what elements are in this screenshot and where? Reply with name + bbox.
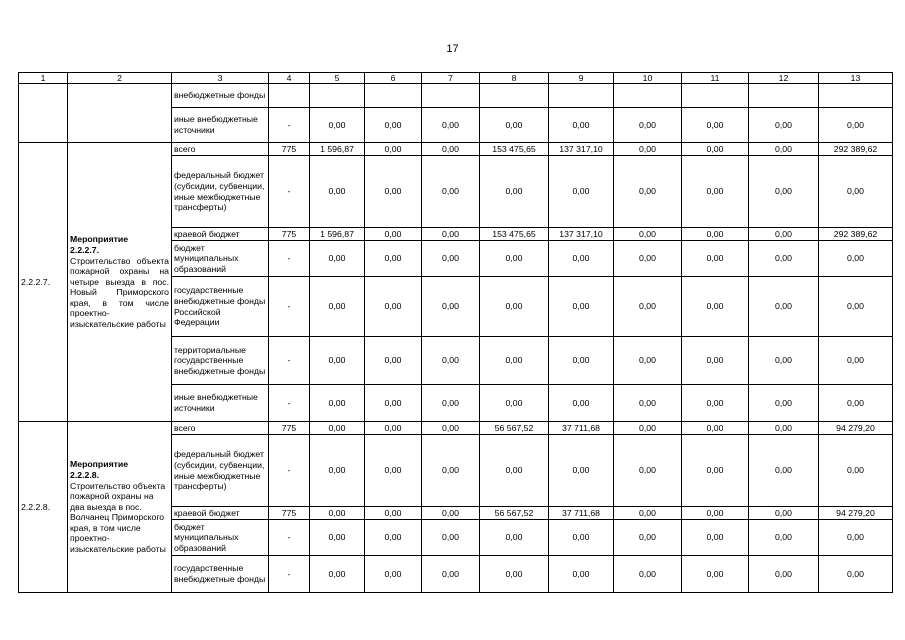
- value-cell: 0,00: [549, 435, 614, 507]
- value-cell: [269, 84, 310, 108]
- value-cell: [614, 84, 682, 108]
- column-header: 8: [480, 73, 549, 84]
- column-header: 11: [682, 73, 749, 84]
- value-cell: 0,00: [310, 108, 365, 143]
- value-cell: 775: [269, 507, 310, 520]
- value-cell: 0,00: [749, 156, 819, 228]
- measure-code: 2.2.2.8.: [70, 469, 99, 480]
- value-cell: 0,00: [310, 507, 365, 520]
- value-cell: 292 389,62: [819, 228, 893, 241]
- value-cell: 0,00: [819, 337, 893, 385]
- value-cell: -: [269, 435, 310, 507]
- value-cell: 0,00: [365, 435, 422, 507]
- value-cell: 0,00: [549, 337, 614, 385]
- column-header: 5: [310, 73, 365, 84]
- value-cell: 0,00: [310, 556, 365, 593]
- funding-source: федеральный бюджет (субсидии, субвенции, иные межбюджетные трансферты): [172, 156, 269, 228]
- column-header: 2: [68, 73, 172, 84]
- value-cell: 153 475,65: [480, 143, 549, 156]
- column-header: 10: [614, 73, 682, 84]
- column-header: 3: [172, 73, 269, 84]
- value-cell: 137 317,10: [549, 143, 614, 156]
- value-cell: 0,00: [549, 520, 614, 556]
- column-header: 13: [819, 73, 893, 84]
- value-cell: 0,00: [819, 277, 893, 337]
- value-cell: 0,00: [549, 241, 614, 277]
- value-cell: 0,00: [614, 228, 682, 241]
- value-cell: 0,00: [614, 385, 682, 422]
- value-cell: 153 475,65: [480, 228, 549, 241]
- value-cell: 775: [269, 228, 310, 241]
- measure-description-cell: [68, 143, 172, 422]
- value-cell: [749, 84, 819, 108]
- value-cell: 0,00: [682, 422, 749, 435]
- value-cell: 0,00: [682, 156, 749, 228]
- measure-number-cell: [19, 84, 68, 143]
- value-cell: 0,00: [819, 520, 893, 556]
- value-cell: 0,00: [614, 435, 682, 507]
- funding-source: бюджет муниципальных образований: [172, 241, 269, 277]
- measure-title: Мероприятие: [70, 234, 129, 245]
- measure-title: Мероприятие: [70, 459, 129, 470]
- value-cell: 0,00: [422, 241, 480, 277]
- value-cell: 0,00: [614, 156, 682, 228]
- value-cell: -: [269, 108, 310, 143]
- value-cell: 0,00: [549, 385, 614, 422]
- value-cell: 0,00: [819, 156, 893, 228]
- value-cell: 0,00: [310, 277, 365, 337]
- value-cell: 0,00: [422, 520, 480, 556]
- value-cell: 0,00: [365, 241, 422, 277]
- value-cell: 0,00: [480, 520, 549, 556]
- value-cell: 0,00: [310, 385, 365, 422]
- value-cell: 0,00: [682, 143, 749, 156]
- funding-source: всего: [172, 143, 269, 156]
- value-cell: 0,00: [549, 277, 614, 337]
- value-cell: 0,00: [365, 385, 422, 422]
- measure-number: 2.2.2.7.: [19, 143, 68, 422]
- column-header: 9: [549, 73, 614, 84]
- value-cell: 1 596,87: [310, 143, 365, 156]
- value-cell: 0,00: [819, 435, 893, 507]
- value-cell: 0,00: [749, 520, 819, 556]
- value-cell: 0,00: [310, 241, 365, 277]
- value-cell: 0,00: [749, 277, 819, 337]
- value-cell: 56 567,52: [480, 422, 549, 435]
- table-row: [19, 422, 893, 435]
- value-cell: 0,00: [422, 435, 480, 507]
- value-cell: [365, 84, 422, 108]
- funding-source: бюджет муниципальных образований: [172, 520, 269, 556]
- value-cell: 0,00: [480, 277, 549, 337]
- value-cell: 0,00: [682, 337, 749, 385]
- value-cell: 0,00: [749, 385, 819, 422]
- value-cell: 0,00: [819, 241, 893, 277]
- value-cell: [422, 84, 480, 108]
- value-cell: 0,00: [682, 277, 749, 337]
- value-cell: 0,00: [749, 337, 819, 385]
- value-cell: -: [269, 337, 310, 385]
- column-header: 6: [365, 73, 422, 84]
- value-cell: 0,00: [480, 337, 549, 385]
- value-cell: 0,00: [614, 520, 682, 556]
- value-cell: 0,00: [614, 277, 682, 337]
- measure-description-cell: [68, 422, 172, 593]
- value-cell: 0,00: [365, 277, 422, 337]
- value-cell: 0,00: [310, 422, 365, 435]
- funding-source: территориальные государственные внебюджетные фонды: [172, 337, 269, 385]
- value-cell: 0,00: [422, 277, 480, 337]
- value-cell: 292 389,62: [819, 143, 893, 156]
- value-cell: 0,00: [422, 337, 480, 385]
- measure-number: 2.2.2.8.: [19, 422, 68, 593]
- value-cell: 0,00: [682, 228, 749, 241]
- value-cell: 0,00: [365, 337, 422, 385]
- value-cell: 0,00: [422, 108, 480, 143]
- measure-description: Строительство объекта пожарной охраны на четыре выезда в пос. Новый Приморского края, в том числе проектно-изыскательские работы: [70, 255, 169, 330]
- value-cell: 775: [269, 143, 310, 156]
- value-cell: 0,00: [682, 520, 749, 556]
- value-cell: 0,00: [365, 520, 422, 556]
- value-cell: 0,00: [365, 143, 422, 156]
- value-cell: 0,00: [682, 556, 749, 593]
- value-cell: 0,00: [422, 556, 480, 593]
- value-cell: 0,00: [422, 156, 480, 228]
- funding-source: федеральный бюджет (субсидии, субвенции, иные межбюджетные трансферты): [172, 435, 269, 507]
- value-cell: 0,00: [614, 108, 682, 143]
- funding-source: государственные внебюджетные фонды: [172, 556, 269, 593]
- value-cell: 0,00: [819, 108, 893, 143]
- value-cell: 0,00: [614, 507, 682, 520]
- value-cell: -: [269, 156, 310, 228]
- value-cell: [549, 84, 614, 108]
- value-cell: 0,00: [549, 156, 614, 228]
- value-cell: 137 317,10: [549, 228, 614, 241]
- value-cell: -: [269, 556, 310, 593]
- value-cell: 0,00: [310, 156, 365, 228]
- value-cell: 0,00: [749, 241, 819, 277]
- value-cell: 0,00: [365, 507, 422, 520]
- value-cell: 0,00: [480, 435, 549, 507]
- value-cell: 0,00: [749, 108, 819, 143]
- column-header: 4: [269, 73, 310, 84]
- value-cell: 0,00: [422, 228, 480, 241]
- value-cell: 0,00: [682, 241, 749, 277]
- page-number: 17: [446, 43, 459, 55]
- column-header: 7: [422, 73, 480, 84]
- value-cell: 0,00: [614, 556, 682, 593]
- value-cell: 0,00: [819, 385, 893, 422]
- value-cell: 0,00: [365, 422, 422, 435]
- table-row: [19, 143, 893, 156]
- value-cell: 0,00: [749, 435, 819, 507]
- funding-source: внебюджетные фонды: [172, 84, 269, 108]
- value-cell: 0,00: [422, 385, 480, 422]
- value-cell: 0,00: [365, 556, 422, 593]
- value-cell: [682, 84, 749, 108]
- value-cell: -: [269, 277, 310, 337]
- measure-code: 2.2.2.7.: [70, 244, 99, 255]
- value-cell: 56 567,52: [480, 507, 549, 520]
- value-cell: 0,00: [749, 556, 819, 593]
- value-cell: [480, 84, 549, 108]
- value-cell: 0,00: [614, 422, 682, 435]
- value-cell: 0,00: [365, 228, 422, 241]
- value-cell: [310, 84, 365, 108]
- value-cell: 0,00: [749, 228, 819, 241]
- value-cell: -: [269, 385, 310, 422]
- value-cell: 0,00: [549, 556, 614, 593]
- value-cell: 0,00: [422, 422, 480, 435]
- funding-source: краевой бюджет: [172, 507, 269, 520]
- budget-table: [18, 72, 893, 593]
- value-cell: 0,00: [480, 241, 549, 277]
- value-cell: 0,00: [682, 507, 749, 520]
- value-cell: -: [269, 241, 310, 277]
- column-header: 1: [19, 73, 68, 84]
- value-cell: 0,00: [310, 520, 365, 556]
- measure-description-cell: [68, 84, 172, 143]
- value-cell: 0,00: [682, 435, 749, 507]
- measure-description: Строительство объекта пожарной охраны на два выезда в пос. Волчанец Приморского края, в том числе проектно-изыскательские работы: [70, 480, 166, 555]
- value-cell: 0,00: [749, 422, 819, 435]
- value-cell: 94 279,20: [819, 422, 893, 435]
- value-cell: 0,00: [365, 108, 422, 143]
- value-cell: 0,00: [614, 143, 682, 156]
- value-cell: 0,00: [480, 156, 549, 228]
- value-cell: [819, 84, 893, 108]
- value-cell: 0,00: [480, 385, 549, 422]
- value-cell: 775: [269, 422, 310, 435]
- value-cell: 0,00: [310, 337, 365, 385]
- value-cell: -: [269, 520, 310, 556]
- value-cell: 0,00: [682, 108, 749, 143]
- value-cell: 94 279,20: [819, 507, 893, 520]
- value-cell: 37 711,68: [549, 507, 614, 520]
- value-cell: 0,00: [819, 556, 893, 593]
- table-row: [19, 84, 893, 108]
- column-header: 12: [749, 73, 819, 84]
- value-cell: 0,00: [310, 435, 365, 507]
- value-cell: 0,00: [682, 385, 749, 422]
- column-number-row: [19, 73, 893, 84]
- funding-source: иные внебюджетные источники: [172, 385, 269, 422]
- value-cell: 0,00: [480, 556, 549, 593]
- value-cell: 0,00: [749, 507, 819, 520]
- value-cell: 0,00: [480, 108, 549, 143]
- value-cell: 0,00: [549, 108, 614, 143]
- value-cell: 0,00: [422, 143, 480, 156]
- value-cell: 1 596,87: [310, 228, 365, 241]
- value-cell: 0,00: [749, 143, 819, 156]
- funding-source: государственные внебюджетные фонды Российской Федерации: [172, 277, 269, 337]
- value-cell: 0,00: [614, 337, 682, 385]
- funding-source: краевой бюджет: [172, 228, 269, 241]
- value-cell: 0,00: [365, 156, 422, 228]
- value-cell: 0,00: [614, 241, 682, 277]
- funding-source: всего: [172, 422, 269, 435]
- value-cell: 0,00: [422, 507, 480, 520]
- value-cell: 37 711,68: [549, 422, 614, 435]
- funding-source: иные внебюджетные источники: [172, 108, 269, 143]
